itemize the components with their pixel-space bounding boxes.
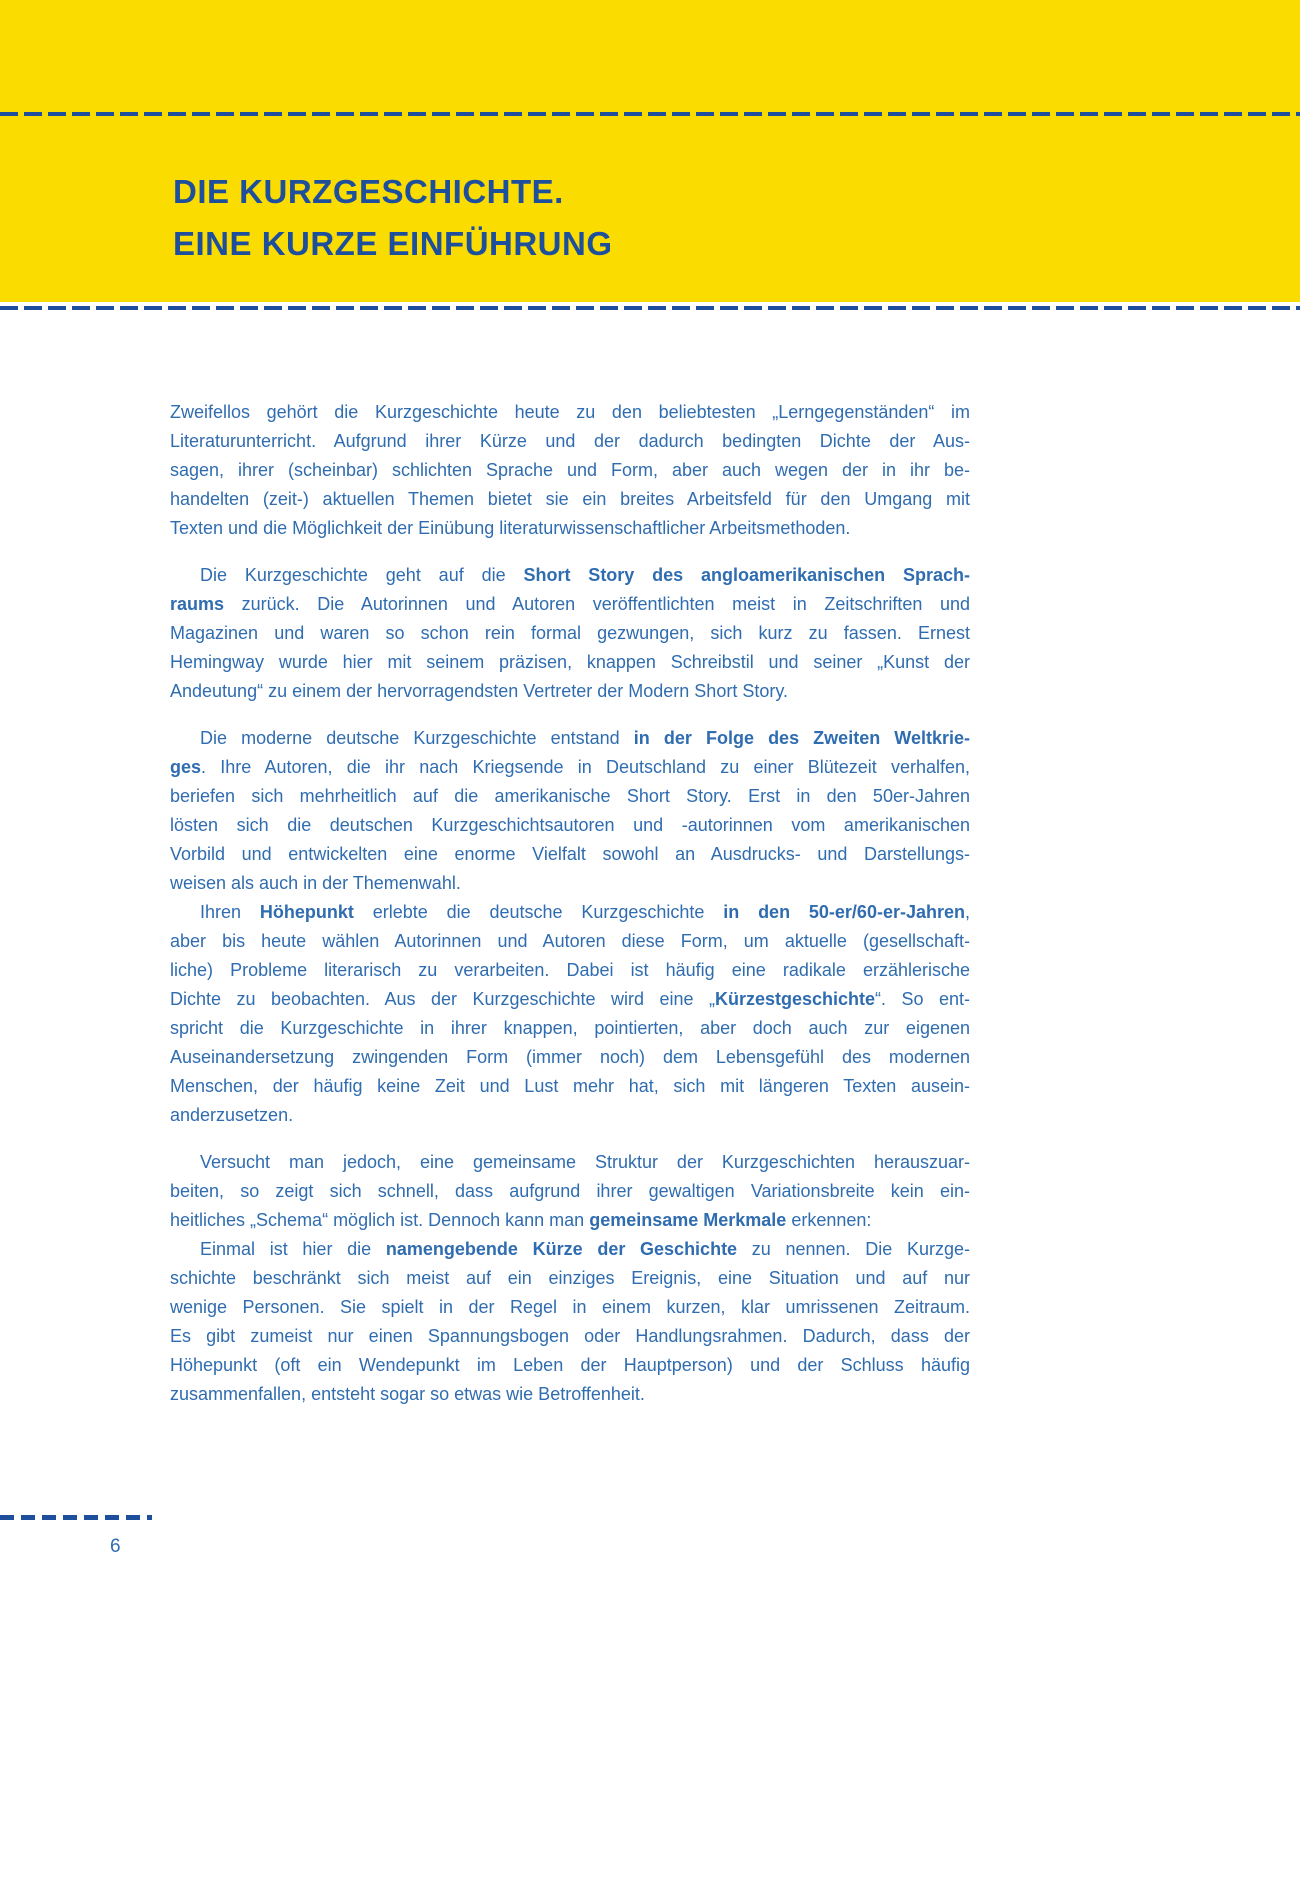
text-line bbox=[170, 514, 970, 543]
text-segment: wenige Personen. Sie spielt in der Regel in einem kurzen, klar umrissenen Zeitraum. bbox=[170, 1297, 970, 1317]
text-segment: Vorbild und entwickelten eine enorme Vielfalt sowohl an Ausdrucks- und Darstellungs- bbox=[170, 844, 970, 864]
text-line bbox=[170, 1043, 970, 1072]
text-line bbox=[170, 1148, 970, 1177]
text-segment: Höhepunkt bbox=[259, 902, 354, 922]
text-segment: Höhepunkt (oft ein Wendepunkt im Leben der Hauptperson) und der Schluss häufig bbox=[170, 1355, 970, 1375]
text-segment: ges bbox=[170, 757, 202, 777]
text-segment: gemeinsame Merkmale bbox=[589, 1210, 787, 1230]
text-line bbox=[170, 753, 970, 782]
paragraph bbox=[170, 561, 970, 706]
text-line bbox=[170, 398, 970, 427]
text-segment: Menschen, der häufig keine Zeit und Lust mehr hat, sich mit längeren Texten ausein- bbox=[170, 1076, 970, 1096]
text-segment: Ihren bbox=[200, 902, 260, 922]
body-text bbox=[170, 398, 970, 1409]
header-dashed-line-bottom bbox=[0, 306, 1300, 310]
text-line bbox=[170, 1351, 970, 1380]
text-segment: namengebende Kürze der Geschichte bbox=[385, 1239, 738, 1259]
text-segment: zu nennen. Die Kurzge- bbox=[737, 1239, 971, 1259]
text-line bbox=[170, 1014, 970, 1043]
text-segment: Short Story des angloamerikanischen Sprach- bbox=[523, 565, 970, 585]
text-segment: lösten sich die deutschen Kurzgeschichtsautoren und -autorinnen vom amerikanischen bbox=[170, 815, 970, 835]
text-line bbox=[170, 1101, 970, 1130]
text-line bbox=[170, 956, 970, 985]
footer-dashed-line bbox=[0, 1515, 152, 1520]
paragraph bbox=[170, 1148, 970, 1235]
text-segment: heitliches „Schema“ möglich ist. Dennoch kann man bbox=[170, 1210, 590, 1230]
header-dashed-line-top bbox=[0, 112, 1300, 116]
text-line bbox=[170, 898, 970, 927]
text-segment: Zweifellos gehört die Kurzgeschichte heute zu den beliebtesten „Lerngegenständen“ im bbox=[170, 402, 970, 422]
text-line bbox=[170, 1235, 970, 1264]
text-segment: beiten, so zeigt sich schnell, dass aufgrund ihrer gewaltigen Variationsbreite kein ein- bbox=[170, 1181, 970, 1201]
text-line bbox=[170, 485, 970, 514]
text-segment: “. So ent- bbox=[875, 989, 971, 1009]
text-segment: handelten (zeit-) aktuellen Themen bietet sie ein breites Arbeitsfeld für den Umgang mit bbox=[170, 489, 970, 509]
text-segment: in der Folge des Zweiten Weltkrie- bbox=[633, 728, 970, 748]
text-segment: , bbox=[965, 902, 971, 922]
text-segment: Einmal ist hier die bbox=[200, 1239, 386, 1259]
text-segment: anderzusetzen. bbox=[170, 1105, 294, 1125]
text-segment: raums bbox=[170, 594, 225, 614]
text-line bbox=[170, 811, 970, 840]
text-line bbox=[170, 927, 970, 956]
text-line bbox=[170, 590, 970, 619]
text-line bbox=[170, 869, 970, 898]
text-line bbox=[170, 648, 970, 677]
text-line bbox=[170, 1072, 970, 1101]
text-segment: aber bis heute wählen Autorinnen und Autoren diese Form, um aktuelle (gesellschaft- bbox=[170, 931, 970, 951]
text-segment: liche) Probleme literarisch zu verarbeiten. Dabei ist häufig eine radikale erzählerische bbox=[170, 960, 970, 980]
text-line bbox=[170, 619, 970, 648]
text-line bbox=[170, 1293, 970, 1322]
title-line-1: DIE KURZGESCHICHTE. bbox=[173, 173, 564, 210]
paragraph bbox=[170, 398, 970, 543]
text-line bbox=[170, 985, 970, 1014]
text-segment: . Ihre Autoren, die ihr nach Kriegsende in Deutschland zu einer Blütezeit verhalfen, bbox=[201, 757, 970, 777]
text-segment: erlebte die deutsche Kurzgeschichte bbox=[353, 902, 724, 922]
text-segment: Die moderne deutsche Kurzgeschichte entstand bbox=[200, 728, 634, 748]
paragraph bbox=[170, 724, 970, 898]
text-segment: beriefen sich mehrheitlich auf die amerikanische Short Story. Erst in den 50er-Jahren bbox=[170, 786, 970, 806]
text-line bbox=[170, 724, 970, 753]
text-segment: Magazinen und waren so schon rein formal gezwungen, sich kurz zu fassen. Ernest bbox=[170, 623, 970, 643]
text-line bbox=[170, 1206, 970, 1235]
text-segment: in den 50-er/60-er-Jahren bbox=[723, 902, 965, 922]
text-segment: Versucht man jedoch, eine gemeinsame Struktur der Kurzgeschichten herauszuar- bbox=[200, 1152, 970, 1172]
text-line bbox=[170, 427, 970, 456]
text-segment: Dichte zu beobachten. Aus der Kurzgeschichte wird eine „ bbox=[170, 989, 715, 1009]
text-segment: Es gibt zumeist nur einen Spannungsbogen oder Handlungsrahmen. Dadurch, dass der bbox=[170, 1326, 970, 1346]
text-segment: weisen als auch in der Themenwahl. bbox=[170, 873, 461, 893]
text-segment: schichte beschränkt sich meist auf ein einziges Ereignis, eine Situation und auf nur bbox=[170, 1268, 970, 1288]
text-line bbox=[170, 677, 970, 706]
text-segment: spricht die Kurzgeschichte in ihrer knappen, pointierten, aber doch auch zur eigenen bbox=[170, 1018, 970, 1038]
text-segment: Auseinandersetzung zwingenden Form (immer noch) dem Lebensgefühl des modernen bbox=[170, 1047, 970, 1067]
text-segment: zusammenfallen, entsteht sogar so etwas wie Betroffenheit. bbox=[170, 1384, 645, 1404]
text-line bbox=[170, 1322, 970, 1351]
text-segment: Literaturunterricht. Aufgrund ihrer Kürze und der dadurch bedingten Dichte der Aus- bbox=[170, 431, 970, 451]
text-line bbox=[170, 1177, 970, 1206]
text-line bbox=[170, 840, 970, 869]
text-segment: zurück. Die Autorinnen und Autoren veröffentlichten meist in Zeitschriften und bbox=[224, 594, 970, 614]
paragraph bbox=[170, 1235, 970, 1409]
page-number: 6 bbox=[110, 1536, 121, 1557]
text-line bbox=[170, 1380, 970, 1409]
text-segment: Texten und die Möglichkeit der Einübung literaturwissenschaftlicher Arbeitsmethoden. bbox=[170, 518, 851, 538]
title-line-2: EINE KURZE EINFÜHRUNG bbox=[173, 225, 613, 262]
text-segment: erkennen: bbox=[786, 1210, 872, 1230]
text-segment: Hemingway wurde hier mit seinem präzisen, knappen Schreibstil und seiner „Kunst der bbox=[170, 652, 970, 672]
text-segment: Die Kurzgeschichte geht auf die bbox=[200, 565, 524, 585]
text-segment: Andeutung“ zu einem der hervorragendsten Vertreter der Modern Short Story. bbox=[170, 681, 789, 701]
text-segment: Kürzestgeschichte bbox=[714, 989, 876, 1009]
text-line bbox=[170, 456, 970, 485]
page-title bbox=[173, 166, 613, 270]
text-line bbox=[170, 782, 970, 811]
text-segment: sagen, ihrer (scheinbar) schlichten Sprache und Form, aber auch wegen der in ihr be- bbox=[170, 460, 970, 480]
text-line bbox=[170, 561, 970, 590]
text-line bbox=[170, 1264, 970, 1293]
paragraph bbox=[170, 898, 970, 1130]
